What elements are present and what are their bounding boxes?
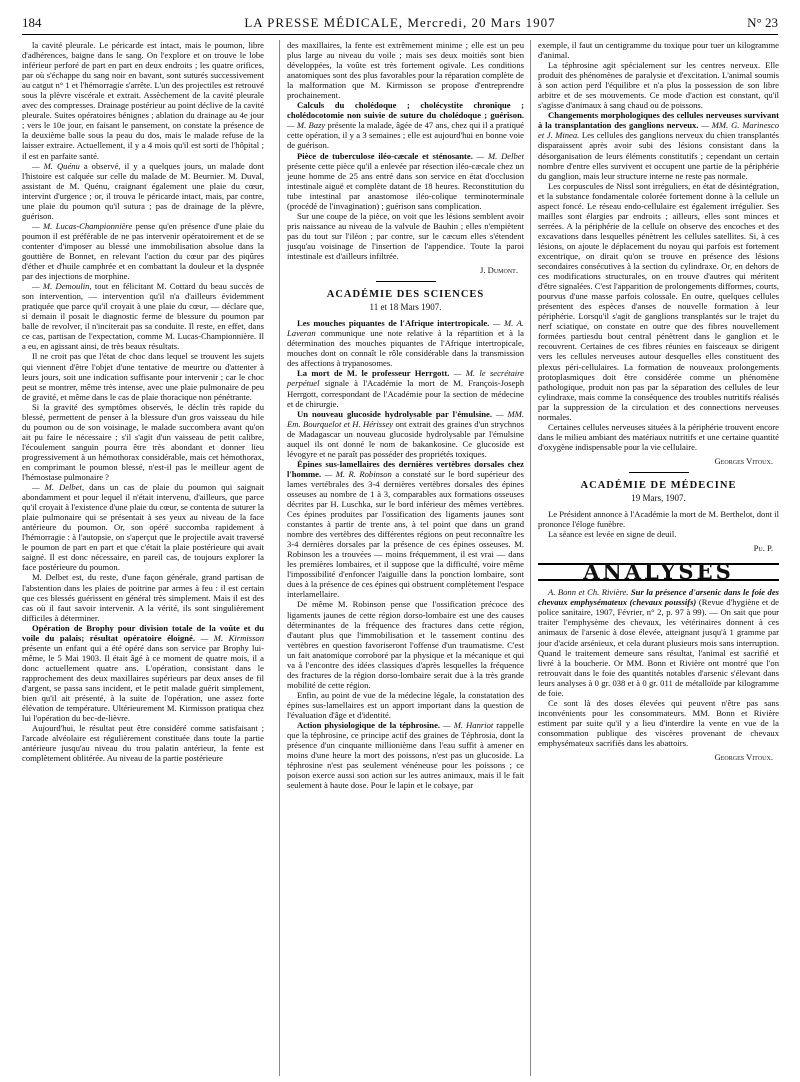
author-name: — M. Demoulin — [32, 281, 90, 292]
paragraph — [22, 723, 264, 763]
author-name: — MM. G. Marinesco et J. Minea. — [538, 120, 779, 141]
author-signature: J. Dumont. — [480, 265, 518, 276]
author-name: — M. Bazy — [287, 120, 326, 131]
paragraph — [287, 599, 524, 689]
paragraph-text: a constaté sur le bord supérieur des lames vertébrales des 3-4 dernières vertèbres dorsales des épines osseuses au nombre de 1 à 3, comparables aux formations osseuses décrites par H. Luschka, sur le bord inférieur des mêmes vertèbres. Ces épines produites par l'ossification des ligaments jaunes sont constantes à partir de trente ans, à tel point que dans un grand nombre des vertèbres des différentes régions on peut reconnaître les 3-4 dernières dorsales par la présence de ces épines osseuses. M. Robinson les a trouvées — moins fréquemment, il est vrai — dans les premières lombaires, et il suppose que la difficulté, voire même l'impossibilité d'enfoncer l'aiguille dans la ponction lombaire, sont dues à la présence de ces épines qui obstruent complètement l'espace interlamellaire. — [287, 468, 524, 600]
author-signature: Georges Vitoux. — [714, 752, 773, 763]
author-name: — M. Delbet — [32, 482, 82, 493]
paragraph — [287, 459, 524, 600]
paragraph-text: Enfin, au point de vue de la médecine légale, la constatation des épines sus-lamellaires est un apport important dans la question de l'évaluation d'âge et d'identité. — [287, 689, 524, 720]
paragraph-text: De même M. Robinson pense que l'ossification précoce des ligaments jaunes de cette région dorso-lombaire est une des causes déterminantes de la fréquence des fractures dans cette région, d'autant plus que l'immobilisation et le tassement continu des vertèbres en question favoriseront l'offense d'un traumatisme. C'est un fait anatomique corroboré par la physique et la mécanique et qui va à l'encontre des idées classiques d'après lesquelles la fréquence des fractures de la région dorso-lombaire serait due à la très grande mobilité de cette région. — [287, 599, 524, 690]
paragraph — [287, 40, 524, 100]
article-heading: Pièce de tuberculose iléo-cæcale et sténosante. — [297, 150, 473, 161]
article-title: Sur la présence d'arsenic dans le foie des chevaux emphysémateux (chevaux poussifs) — [538, 587, 779, 608]
paragraph-text: Aujourd'hui, le résultat peut être considéré comme satisfaisant ; l'arcade alvéolaire est régulièrement constituée dans toute la partie antérieure jusqu'au niveau du trou palatin antérieur, la fente est complètement oblitérée. Au niveau de la partie postérieure — [22, 723, 264, 764]
author-signature: Pu. P. — [753, 543, 773, 554]
paragraph-text: exemple, il faut un centigramme du toxique pour tuer un kilogramme d'animal. — [538, 40, 779, 61]
author-name: — M. Kirmisson — [195, 632, 264, 643]
article-heading: Action physiologique de la téphrosine. — [297, 720, 441, 731]
article-heading: Les mouches piquantes de l'Afrique intertropicale. — [297, 318, 490, 329]
section-date: 19 Mars, 1907. — [631, 493, 686, 504]
paragraph — [22, 351, 264, 401]
author-name: — M. Delbet — [472, 150, 524, 161]
author-name: — M. Hanriot — [440, 720, 494, 731]
paragraph — [22, 281, 264, 351]
analyses-banner: ANALYSES — [538, 563, 779, 581]
section-divider — [629, 472, 689, 473]
issue-number: N° 23 — [747, 15, 778, 30]
paragraph-text: Ce sont là des doses élevées qui peuvent n'être pas sans inconvénients pour les consommateurs. MM. Bonn et Rivière estiment par suite qu'il y a lieu d'interdire la vente en vue de la consommation publique des viscères provenant de chevaux emphysémateux sacrifiés dans les abattoirs. — [538, 697, 779, 748]
paragraph — [287, 368, 524, 408]
paragraph-text: Certaines cellules nerveuses situées à la périphérie trouvent encore dans le milieu ambiant des matériaux nutritifs et une certaine quantité d'oxygène indispensable pour la vie cellulaire. — [538, 421, 779, 452]
paragraph — [287, 409, 524, 459]
paragraph — [538, 110, 779, 180]
paragraph — [538, 698, 779, 748]
paragraph — [538, 40, 779, 60]
paragraph-text: rappelle que la téphrosine, ce principe actif des graines de Téphrosia, dont la présence d'un cinquante millionième dans l'eau suffit à amener en moins d'une heure la mort des poissons, n'est pas un glucoside. La téphrosine n'est pas seulement vénéneuse pour les poissons ; ce poison exerce aussi son action sur les autres animaux, mais il le fait seulement à haute dose. Pour le lapin et le cobaye, par — [287, 720, 524, 791]
paragraph — [538, 422, 779, 452]
paragraph-text: présente la malade, âgée de 47 ans, chez qui il a pratiqué cette opération, il y a 3 semaines ; elle est aujourd'hui en bonne voie de guérison. — [287, 120, 524, 151]
paragraph — [22, 40, 264, 161]
paragraph — [538, 60, 779, 110]
paragraph — [287, 690, 524, 720]
section-divider — [376, 281, 436, 282]
paragraph — [22, 482, 264, 572]
author-name: A. Bonn et Ch. Rivière. — [548, 587, 629, 598]
paragraph — [22, 161, 264, 221]
paragraph — [22, 221, 264, 281]
author-signature: Georges Vitoux. — [714, 455, 773, 466]
article-heading: La mort de M. le professeur Herrgott. — [297, 368, 450, 379]
author-name: — M. le secrétaire perpétuel — [287, 368, 524, 389]
section-heading: ACADÉMIE DES SCIENCES — [326, 289, 485, 301]
paragraph — [287, 318, 524, 368]
paragraph-text: La séance est levée en signe de deuil. — [548, 529, 677, 540]
paragraph-text: La téphrosine agit spécialement sur les centres nerveux. Elle produit des phénomènes de paralysie et d'excitation. L'animal soumis à son action perd l'équilibre et n'a plus la possession de son libre arbitre et de ses mouvements. Ce mode d'action est constant, qu'il s'agisse d'animaux à sang chaud ou de poissons. — [538, 60, 779, 111]
author-name: — M. Quénu — [32, 160, 80, 171]
column-left — [22, 40, 264, 1076]
paragraph-text: , dans un cas de plaie du poumon qui saignait abondamment et pour lequel il n'était intervenu, d'ailleurs, que parce qu'il croyait à l'existence d'une plaie du cœur, se contenta de suturer la plaie pulmonaire qui se présentait à ses yeux au niveau de la face antérieure du poumon. Or, son opéré succomba rapidement à l'hémorragie : à l'autopsie, on s'aperçut que le projectile avait traversé le poumon de part en part et que c'était la plaie postérieure qui avait saigné. Il est donc nécessaire, en pareil cas, de toujours explorer la face postérieure du poumon. — [22, 482, 264, 573]
author-name: — M. A. Laveran — [287, 318, 524, 339]
paragraph-text: pense qu'en présence d'une plaie du poumon il est préférable de ne pas intervenir opératoirement et de se contenter d'imposer au blessé une immobilisation absolue dans la gouttière de Bonnet, en relevant l'action du cœur par des piqûres d'éther et d'huile camphrée et en combattant la douleur et la dyspnée par des injections de morphine. — [22, 220, 264, 282]
article-heading: Épines sus-lamellaires des dernières vertèbres dorsales chez l'homme. — [287, 458, 524, 479]
paragraph-text: Les cellules des ganglions nerveux du chien transplantés disparaissent après avoir subi des lésions consistant dans la désorganisation de leurs éléments constitutifs ; cependant un certain nombre d'entre elles survivent et occupent une partie de la périphérie du ganglion, mais leur structure interne ne reste pas normale. — [538, 130, 779, 181]
article-heading: Un nouveau glucoside hydrolysable par l'émulsine. — [297, 408, 492, 419]
paragraph-text: , tout en félicitant M. Cottard du beau succès de son intervention, — intervention qu'il n'a d'ailleurs évidemment pratiquée que parce qu'il croyait à une plaie du cœur, — déclare que, si demain il posait le diagnostic ferme de blessure du poumon par balle de revolver, il n'inciterait pas sa conduite. Il reste, en effet, dans ce cas, partisan de l'expectation, comme M. Lucas-Championnière. Il a eu, en agissant ainsi, de très beaux résultats. — [22, 281, 264, 352]
page-header — [22, 12, 778, 35]
paragraph — [22, 402, 264, 482]
paragraph — [538, 181, 779, 422]
paragraph-text: signale à l'Académie la mort de M. François-Joseph Herrgott, correspondant de l'Académie pour la section de médecine et de chirurgie. — [287, 378, 524, 409]
paragraph — [538, 587, 779, 698]
paragraph-text: Il ne croit pas que l'état de choc dans lequel se trouvent les sujets qui viennent d'être l'objet d'une tentative de meurtre ou d'attenter à leurs jours, soit une indication suffisante pour intervenir ; car le choc peut se montrer, même très intense, avec une plaie pulmonaire de peu de gravité, et même dans le cas de plaie thoracique non pénétrante. — [22, 351, 264, 402]
paragraph — [287, 720, 524, 790]
column-right — [530, 40, 779, 1076]
section-date: 11 et 18 Mars 1907. — [369, 302, 442, 313]
paragraph — [287, 211, 524, 261]
author-name: — M. Lucas-Championnière — [32, 220, 133, 231]
paragraph — [287, 151, 524, 211]
paragraph-text: communique une note relative à la répartition et à la détermination des mouches piquantes de l'Afrique intertropicale, mouches dont on connaît le rôle considérable dans la transmission des affections à trypanosomes. — [287, 328, 524, 369]
paragraph-text: des maxillaires, la fente est extrêmement minime ; elle est un peu plus large au niveau du voile ; mais ses deux moitiés sont bien développées, la voûte est très fortement ogivale. Les conditions anatomiques sont des plus favorables pour la réparation complète de la malformation que M. Kirmisson se propose d'entreprendre prochainement. — [287, 40, 524, 101]
page-number: 184 — [22, 15, 42, 30]
column-middle — [279, 40, 524, 1076]
paragraph-text: Le Président annonce à l'Académie la mort de M. Berthelot, dont il prononce l'éloge funèbre. — [538, 509, 779, 530]
paragraph — [22, 572, 264, 622]
article-heading: Calculs du cholédoque ; cholécystite chronique ; cholédocotomie non suivie de suture du cholédoque ; guérison. — [287, 100, 524, 121]
paragraph-text: M. Delbet est, du reste, d'une façon générale, grand partisan de l'abstention dans les plaies de poitrine par armes à feu : il est certain que ces blessés guérissent en général très simplement. Mais il est des cas où il faut savoir intervenir. A la vérité, ils sont singulièrement difficiles à déterminer. — [22, 572, 264, 623]
paragraph — [538, 529, 779, 539]
paragraph-text: Les corpuscules de Nissl sont irréguliers, en état de désintégration, et la substance fondamentale colorée fortement donne à la cellule un aspect foncé. Le réseau endo-cellulaire est également irrégulier. Ses mailles sont élargies par endroits ; ailleurs, elles sont minces et serrées. A la périphérie de la cellule on observe des encoches et des excavations dans lesquelles pénètrent les cellules satellites. Si, à ces lésions, on ajoute le déplacement du noyau qui parfois est fortement excentrique, on dirait qu'on se trouve en présence des lésions secondaires consécutives à la section du cylindraxe. Or, en dehors de ces modifications structurales, on en trouve d'autres qui méritent d'être signalées. C'est l'apparition de prolongements difformes, courts, pourvus d'une masse parfois colossale. En outre, quelques cellules présentent des espèces d'anses de nouvelle formation à leur périphérie. Lorsqu'il s'agit de ganglions transplantés sur le trajet du nerf sciatique, on constate en outre que des fibres nouvellement formées partiesdu bout central pénètrent dans le ganglion et le recouvrent. Certaines de ces fibres réunies en faisceaux se dirigent vers les cellules nerveuses autour desquelles elles constituent des plexus péri-cellulaires. La formation de nouveaux prolongements protoplasmiques doit être considérée comme un phénomène pathologique, produit non pas par la séparation des cellules de leur cylindraxe, mais comme la conséquence des troubles nutritifs réalisés par la suppression de la circulation et des connections nerveuses normales. — [538, 180, 779, 422]
paragraph-text: Si la gravité des symptômes observés, le déclin très rapide du blessé, permettent de penser à la blessure d'un gros vaisseau du hile du poumon ou de son voisinage, le malade succombera avant qu'on ait pu faire le nécessaire ; s'il s'agit d'un vaisseau de petit calibre, l'écoulement sanguin pourra être très abondant et donner lieu progressivement à un hémothorax considérable, mais cet hémothorax, en comprimant le poumon blessé, n'est-il pas le meilleur agent de l'hémostase pulmonaire ? — [22, 401, 264, 483]
article-heading: Changements morphologiques des cellules nerveuses survivant à la transplantation des ganglions nerveux. — [538, 110, 779, 131]
paragraph-text: présente un enfant qui a été opéré dans son service par Brophy lui-même, le 5 Mai 1903. Il était âgé à ce moment de quatre mois, il a donc actuellement quatre ans. L'opération, consistant dans le rapprochement des deux maxillaires supérieurs par deux anses de fil d'argent, se passa sans incident, et le petit malade guérit simplement, bien qu'il ait présenté, à la suite de l'opération, une assez forte élévation de température. Ultérieurement M. Kirmisson pratiqua chez lui l'opération du bec-de-lièvre. — [22, 642, 264, 724]
section-heading: ACADÉMIE DE MÉDECINE — [580, 479, 737, 491]
paragraph-text: la cavité pleurale. Le péricarde est intact, mais le poumon, libre d'adhérences, baigne dans le sang. On l'explore et on trouve le lobe inférieur perforé de part en part en deux endroits ; les quatre orifices, par où s'échappe du sang noir en bavant, sont suturés successivement au catgut n° 1 et l'hémorragie s'arrête. L'un des projectiles est retrouvé sous la plèvre viscérale et extrait. Assèchement de la cavité pleurale avec des compresses. Drainage postérieur au point déclive de la cavité pleurale. Suites opératoires bénignes ; ablation du drainage au 4e jour ; vers le 10e jour, en faisant le pansement, on constate la présence de la deuxième balle sous la peau du dos, mais le malade refuse de la laisser extraire. Actuellement, il y a 4 mois qu'il est sorti de l'hôpital ; il est en parfaite santé. — [22, 40, 264, 161]
paragraph-text: ont extrait des graines d'un strychnos de Madagascar un nouveau glucoside hydrolysable par l'émulsine auquel ils ont donné le nom de bakankosine. Ce glucoside est lévogyre et ne paraît pas posséder des propriétés toxiques. — [287, 418, 524, 459]
paragraph-text: Sur une coupe de la pièce, on voit que les lésions semblent avoir pris naissance au niveau de la valvule de Bauhin ; elles n'empiètent pas du tout sur l'iléon ; par contre, sur le cæcum elles s'étendent jusqu'au voisinage de l'insertion de l'appendice. Toute la paroi intestinale est d'ailleurs infiltrée. — [287, 210, 524, 261]
author-name: — MM. Em. Bourquelot et H. Hérissey — [287, 408, 524, 429]
paragraph — [22, 623, 264, 723]
journal-title: LA PRESSE MÉDICALE, Mercredi, 20 Mars 1907 — [244, 15, 556, 30]
author-name: — M. R. Robinson — [321, 468, 392, 479]
paragraph-text: (Revue d'hygiène et de police sanitaire, 1907, Février, n° 2, p. 97 à 99). — On sait que pour traiter l'emphysème des chevaux, les vétérinaires donnent à ces animaux de l'arsenic à dose élevée, atteignant jusqu'à 1 gramme par jour d'acide arsénieux, et cela durant plusieurs mois sans interruption. Quand le traitement demeure sans résultat, l'animal est sacrifié et livré à la boucherie. Or MM. Bonn et Rivière ont montré que l'on retrouvait dans le foie des quantités notables d'arsenic s'élevant dans leurs analyses à 0 gr. 038 et à 0 gr. 011 de métalloïde par kilogramme de foie. — [538, 597, 779, 698]
paragraph-text: a observé, il y a quelques jours, un malade dont l'histoire est calquée sur celle du malade de M. Beurnier. M. Duval, assistant de M. Quénu, craignant également une plaie du cœur, intervint d'urgence ; or, il trouva le péricarde intact, mais, par contre, une plaie du poumon qu'il sutura ; pas de drainage de la plèvre, guérison. — [22, 160, 264, 221]
paragraph — [287, 100, 524, 150]
article-heading: Opération de Brophy pour division totale de la voûte et du voile du palais; résultat opératoire éloigné. — [22, 622, 264, 643]
paragraph-text: présente cette pièce qu'il a enlevée par résection iléo-cæcale chez un jeune homme de 25 ans entré dans son service en état d'occlusion intestinale aiguë et complète datant de 18 heures. Reconstitution du tube intestinal par anastomose iléo-colique terminoterminale (procédé de l'invagination) ; guérison sans complication. — [287, 160, 524, 211]
paragraph — [538, 509, 779, 529]
